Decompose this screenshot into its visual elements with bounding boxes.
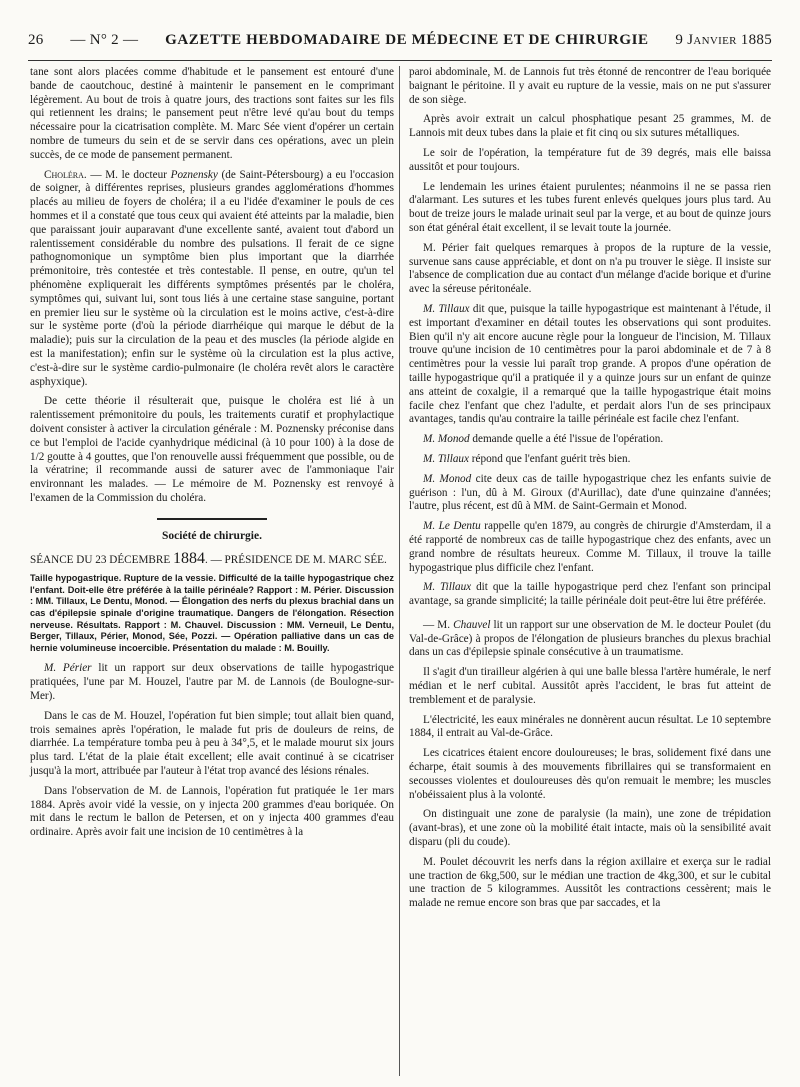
- paragraph: L'électricité, les eaux minérales ne donnèrent aucun résultat. Le 10 septembre 1884, il entrait au Val-de-Grâce.: [409, 713, 771, 740]
- speaker-name: M. Monod: [423, 433, 470, 446]
- tillaux-paragraph: M. Tillaux dit que, puisque la taille hypogastrique est maintenant à l'étude, il est important d'examiner en détail toutes les observations qui sont produites. Bien qu'il n'y ait encore aucune règle pour la longueur de l'incision, M. Tillaux trouve qu'une incision de 10 centimètres pour la paroi abdominale et de 7 à 8 centimètres pour la vessie lui paraît trop grande. A propos d'une opération de taille hypogastrique qu'il a pratiquée il y a quinze jours sur un enfant de quinze ans atteint de coxalgie, il a remarqué que la taille hypogastrique était moins facile chez l'enfant que chez l'adulte, et perdait alors l'un de ses principaux avantages, tandis qu'au contraire la taille périnéale est facile chez l'enfant.: [409, 302, 771, 426]
- speaker-name: M. Tillaux: [423, 302, 470, 315]
- author-name: Poznensky: [170, 168, 218, 181]
- speaker-name: M. Le Dentu: [423, 520, 481, 533]
- speaker-name: M. Tillaux: [423, 452, 469, 465]
- perier-paragraph: M. Périer lit un rapport sur deux observations de taille hypogastrique pratiquées, l'une par M. Houzel, l'autre par M. de Lannois (de Boulogne-sur-Mer).: [30, 662, 394, 703]
- paragraph: Dans l'observation de M. de Lannois, l'opération fut pratiquée le 1er mars 1884. Après avoir vidé la vessie, on y injecta 200 grammes d'eau boriquée. On mit dans le rectum le ballon de Petersen, et on y injecta 400 grammes d'eau ordinaire. Après avoir fait une incision de 10 centimètres à la: [30, 784, 394, 839]
- section-title: Société de chirurgie.: [162, 529, 262, 542]
- speaker-name: Chauvel: [453, 618, 491, 631]
- paragraph: Il s'agit d'un tirailleur algérien à qui une balle blessa l'artère humérale, le nerf médian et le nerf cubital. Aussitôt après l'accident, le bras fut atteint de tremblement et de paralysie.: [409, 666, 771, 706]
- paragraph: Les cicatrices étaient encore douloureuses; le bras, solidement fixé dans une écharpe, était soumis à des mouvements fibrillaires qui se transformaient en secousses violentes et douloureuses dès qu'on remuait le membre; les muscles n'obéissaient plus à la volonté.: [409, 747, 771, 801]
- section-separator: [157, 518, 267, 520]
- speaker-name: M. Périer: [44, 662, 92, 675]
- chauvel-paragraph: — M. Chauvel lit un rapport sur une observation de M. le docteur Poulet (du Val-de-Grâce) à propos de l'élongation de plusieurs branches du plexus brachial dans un cas d'épilepsie spinale consécutive à un traumatisme.: [409, 618, 771, 659]
- monod-paragraph: M. Monod cite deux cas de taille hypogastrique chez les enfants suivie de guérison : l'un, dû à M. Giroux (d'Aurillac), date d'une quinzaine d'années; l'autre, plus récent, est dû à MM. de Saint-Germain et Monod.: [409, 472, 771, 513]
- page-header: [28, 32, 772, 49]
- tillaux-paragraph: M. Tillaux répond que l'enfant guérit très bien.: [423, 452, 631, 465]
- speaker-name: M. Monod: [423, 472, 472, 485]
- paragraph: De cette théorie il résulterait que, puisque le choléra est lié à un ralentissement prémonitoire du pouls, les traitements curatif et prophylactique doivent consister à activer la circulation générale : M. Poznensky préconise dans ce but l'emploi de l'acide cyanhydrique médicinal (à 10 pour 100) à la dose de 1/2 goutte à 4 gouttes, que l'on renouvelle aussi fréquemment que possible, ou de la vératrine; il recommande aussi de saturer avec de l'ammoniaque l'air environnant les malades. — Le mémoire de M. Poznensky est renvoyé à l'examen de la Commission du choléra.: [30, 395, 394, 504]
- paragraph: M. Poulet découvrit les nerfs dans la région axillaire et exerça sur le radial une traction de 6kg,500, sur le médian une traction de 4kg,300, et sur le cubital une traction de 5 kilogrammes. Aussitôt les contractions cessèrent; mais le malade ne remue encore son bras que par saccades, et la: [409, 855, 771, 910]
- monod-paragraph: M. Monod demande quelle a été l'issue de l'opération.: [423, 433, 664, 446]
- paragraph: On distinguait une zone de paralysie (la main), une zone de trépidation (avant-bras), et une zone où la mobilité était intacte, mais où la sensibilité avait disparu (pli du coude).: [409, 808, 771, 849]
- journal-title: GAZETTE HEBDOMADAIRE DE MÉDECINE ET DE CHIRURGIE: [165, 32, 649, 48]
- speaker-name: M. Tillaux: [423, 581, 472, 594]
- cholera-label: Choléra.: [44, 168, 87, 181]
- cholera-paragraph: Choléra. — M. le docteur Poznensky (de Saint-Pétersbourg) a eu l'occasion de soigner, à différentes reprises, plusieurs grandes agglomérations d'hommes placés au milieu de foyers de choléra; il a eu l'idée d'examiner le pouls de ces hommes et il a constaté que tous ceux qui avaient été atteints par la maladie, bien que paraissant jouir auparavant d'une excellente santé, avaient tout d'abord un ralentissement considérable du nombre des pulsations. Il ferait de ce signe pathognomonique un symptôme bien plus important que la diarrhée prémonitoire, très contestée et très contestable. Il pense, en outre, qu'un tel phénomène expliquerait les différents symptômes présentés par le choléra, symptômes qui, suivant lui, sont tous liés à une certaine stase sanguine, portant en premier lieu sur le système où la circulation est le moins active, c'est-à-dire sur le système porte (d'où la période diarrhéique qui marque le début de la maladie); puis sur la circulation de la peau et des muscles (la période algide en est la manifestation); enfin sur le système où la circulation est la plus active, c'est-à-dire sur le système cardio-pulmonaire (le choléra revêt alors le caractère asphyxique).: [30, 168, 394, 388]
- left-column: [30, 66, 394, 846]
- paragraph: Le soir de l'opération, la température fut de 39 degrés, mais elle baissa aussitôt et pour toujours.: [409, 146, 771, 173]
- paragraph: Après avoir extrait un calcul phosphatique pesant 25 grammes, M. de Lannois mit deux tubes dans la plaie et fit cinq ou six sutures métalliques.: [409, 113, 771, 140]
- paragraph: Le lendemain les urines étaient purulentes; néanmoins il ne se passa rien d'alarmant. Les sutures et les tubes furent enlevés quelques jours plus tard. Au bout de treize jours le malade urinait seul par la verge, et au bout de quinze jours son état général était excellent, il se levait toute la journée.: [409, 180, 771, 234]
- session-line: SÉANCE DU 23 DÉCEMBRE 1884. — PRÉSIDENCE DE M. MARC SÉE.: [30, 549, 387, 567]
- paragraph: M. Périer fait quelques remarques à propos de la rupture de la vessie, survenue sans cause appréciable, et dont on n'a pu trouver le siège. Il insiste sur l'absence de complication due au contact d'un mélange d'acide borique et d'urine avec la séreuse péritonéale.: [409, 241, 771, 296]
- column-divider: [399, 66, 400, 1076]
- header-rule: [28, 60, 772, 61]
- paragraph: paroi abdominale, M. de Lannois fut très étonné de rencontrer de l'eau boriquée baignant le péritoine. Il y avait eu rupture de la vessie, mais on ne put s'assurer de son siège.: [409, 66, 771, 106]
- right-column: [409, 66, 771, 917]
- issue-date: 9 Janvier 1885: [675, 32, 772, 48]
- paragraph: Dans le cas de M. Houzel, l'opération fut bien simple; tout allait bien quand, trois semaines après l'opération, le malade fut pris de douleurs de reins, de diarrhée. La température tomba peu à peu à 34°,5, et le malade mourut six jours plus tard. L'état de la plaie était excellent; elle avait continué à se cicatriser jusqu'à la mort, attribuée par l'auteur à l'état trop avancé des lésions rénales.: [30, 709, 394, 778]
- session-summary: Taille hypogastrique. Rupture de la vessie. Difficulté de la taille hypogastrique chez l'enfant. Doit-elle être préférée à la taille périnéale? Rapport : M. Périer. Discussion : MM. Tillaux, Le Dentu, Monod. — Élongation des nerfs du plexus brachial dans un cas d'épilepsie spinale d'origine traumatique. Dangers de l'élongation. Résection nerveuse. Résultats. Rapport : M. Chauvel. Discussion : MM. Verneuil, Le Dentu, Berger, Tillaux, Périer, Monod, Sée, Pozzi. — Opération palliative dans un cas de hernie volumineuse incoercible. Présentation du malade : M. Bouilly.: [30, 573, 394, 653]
- session-year: 1884: [172, 549, 205, 567]
- page-number: 26: [28, 32, 44, 48]
- paragraph: tane sont alors placées comme d'habitude et le pansement est entouré d'une bande de caoutchouc, destiné à maintenir le pansement en le comprimant légèrement. Au bout de trois à quatre jours, des tractions sont faites sur les fils qui retiennent les drains; le pansement peut n'être levé qu'au bout du temps nécessaire pour la cicatrisation complète. M. Marc Sée vient d'opérer un certain nombre de tumeurs du sein et de se servir dans ces opérations, avec un plein succès, de ce mode de pansement permanent.: [30, 66, 394, 161]
- tillaux-paragraph: M. Tillaux dit que la taille hypogastrique perd chez l'enfant son principal avantage, sa grande simplicité; la taille périnéale doit peut-être lui être préférée.: [409, 581, 771, 608]
- issue-number: — N° 2 —: [70, 32, 139, 48]
- le-dentu-paragraph: M. Le Dentu rappelle qu'en 1879, au congrès de chirurgie d'Amsterdam, il a été rapporté de nombreux cas de taille hypogastrique chez des enfants, avec un grand nombre de résultats heureux. Comme M. Tillaux, il trouve la taille hypogastrique plus difficile chez l'enfant.: [409, 520, 771, 574]
